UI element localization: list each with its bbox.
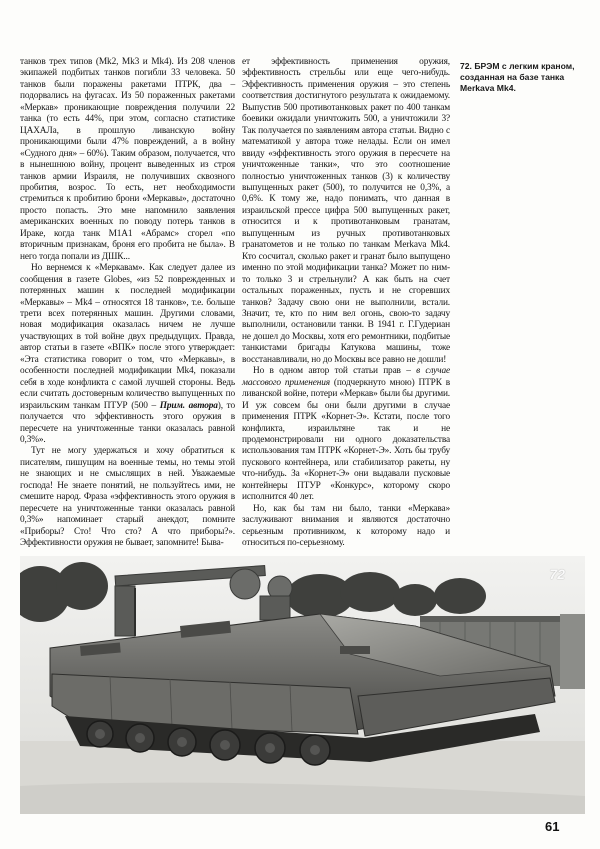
photo-caption: 72. БРЭМ с легким краном, созданная на базе танка Merkava Mk4. [460,61,575,93]
tank-photo [20,556,585,814]
paragraph: Но вернемся к «Меркавам». Как следует далее из сообщения в газете Globes, «из 52 поврежденных и потерянных машин к последней модификации «Меркавы» – Mk4 – относятся 18 танков», т.е. больше трети всех потерянных машин. Другими словами, новая модификация оказалась ничем не лучше участвующих в той войне двух предыдущих. Правда, автор статьи в газете «ВПК» после этого утверждает: «Эта статистика говорит о том, что «Меркавы», в особенности последней модификации Mk4, показали себя в ходе конфликта с самой лучшей стороны. Ведь если считать достоверным количество выпущенных по израильским танкам ПТУР (500 – Прим. автора), то получается что эффективность этого оружия в пересчете на уничтоженные танки оказалась равной 0,3%». [20,263,235,445]
paragraph: Но, как бы там ни было, танки «Меркава» заслуживают внимания и являются достаточно серьезным противником, к которому надо и относиться по-серьезному. [242,503,450,549]
photo-number: 72 [549,566,565,582]
paragraph: Тут не могу удержаться и хочу обратиться к писателям, пишущим на военные темы, но темы этой не знающих и не смыслящих в ней. Уважаемые господа! Не знаете понятий, не пользуйтесь ими, не смешите народ. Фраза «эффективность этого оружия в пересчете на уничтоженные танки оказалась равной 0,3%» напоминает старый анекдот, помните «Приборы? Сто! Что сто? А что приборы?». Эффективности оружия не бывает, запомните! Быва- [20,446,235,549]
paragraph: танков трех типов (Mk2, Mk3 и Mk4). Из 208 членов экипажей подбитых танков погибли 33 человека. 50 танков были поражены ракетами ПТРК, два – подорвались на фугасах. Из 50 пораженных ракетами «Меркав» проникающие повреждения получили 22 танка (то есть 44%, при этом, согласно статистике ЦАХАЛа, в прошлую ливанскую войну проникающими были 47% повреждений, а в войну «Судного дня» – 60%). Таким образом, получается, что в нынешнюю войну, процент выведенных из строя танков армии Израиля, не получивших сквозного пробития, возрос. То есть, нет необходимости стремиться к пробитию брони «Меркавы», достаточно просто попасть. Это мне напомнило заявления американских военных по поводу потерь танков в Ираке, когда танк M1A1 «Абрамс» сгорел «по вторичным признакам, броня его пробита не была». В него тогда попали из ДШК... [20,57,235,262]
merkava-arv-illustration [20,556,585,814]
text-column-right [242,57,450,549]
text-column-left [20,57,235,549]
page-number: 61 [545,819,560,834]
paragraph: ет эффективность применения оружия, эффективность стрельбы или еще чего-нибудь. Эффективность применения оружия – это степень соответствия достигнутого результата к ожидаемому. Выпустив 500 противотанковых ракет по 400 танкам боевики ожидали уничтожить 500, а уничтожили 3? Так получается по заявлениям автора статьи. Видно с математикой у автора тоже нелады. Если он имел ввиду «эффективность этого оружия в пересчете на уничтоженные танки», что это соотношение полностью уничтоженных танков (3) к количеству выпущенных ракет (500), то получится не 0,3%, а 0,6%. К тому же, надо понимать, что данная в израильской прессе цифра 500 выпущенных ракет, относится и к противотанковым гранатам, выпущенным из ручных противотанковых гранатометов и не только по танкам Merkava Mk4. Кто сосчитал, сколько ракет и гранат было выпущено именно по этой модификации танка? Может по ним-то только 3 и стрельнули? А как быть на счет остальных пораженных, пусть и не сгоревших танков? Задачу свою они не выполнили, встали. Значит, те, кто по ним вел огонь, свою-то задачу выполнили, остановили танки. В 1941 г. Г.Гудериан не дошел до Москвы, хотя его ремонтники, подбитые танкистами бригады Катукова машины, тоже восстанавливали, но до Москвы все равно не дошли! [242,57,450,365]
paragraph: Но в одном автор той статьи прав – в случае массового применения (подчеркнуто мною) ПТРК в ливанской войне, потери «Меркав» были бы другими. И уж совсем бы они были другими в случае применения ПТРК «Корнет-Э». Кстати, после того конфликта, израильтяне так и не продемонстрировали ни одного доказательства использования там ПТРК «Корнет-Э». Хоть бы трубу пускового контейнера, или стабилизатор ракеты, ну что-нибудь. За «Корнет-Э» они выдавали пусковые контейнеры ПТУР «Конкурс», которому скоро исполнится 40 лет. [242,366,450,503]
